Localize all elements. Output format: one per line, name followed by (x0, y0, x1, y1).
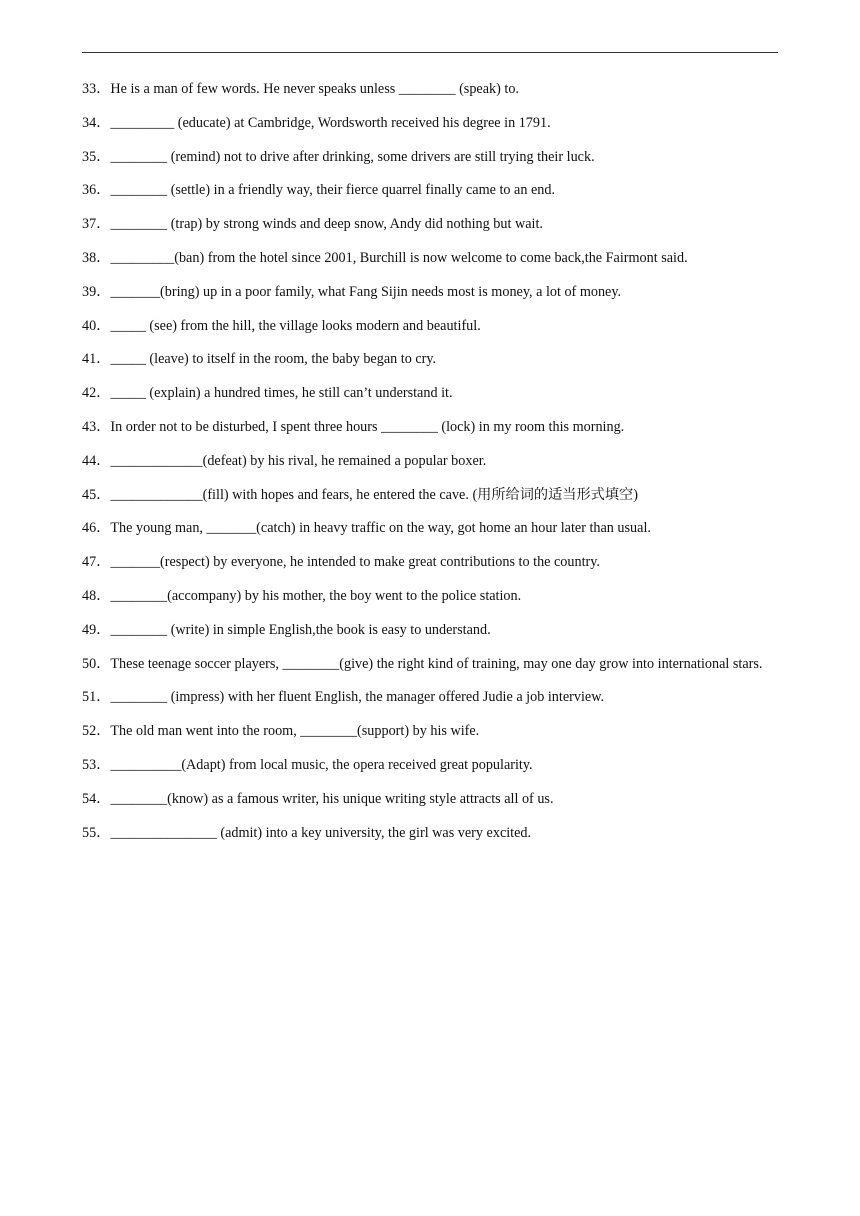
question-text: ________ (impress) with her fluent English, the manager offered Judie a job interview. (110, 689, 605, 706)
question-item (82, 445, 782, 479)
question-text: _____ (see) from the hill, the village looks modern and beautiful. (110, 317, 481, 334)
question-text: ________(accompany) by his mother, the boy went to the police station. (110, 587, 522, 604)
question-text: _____ (explain) a hundred times, he still can’t understand it. (110, 385, 453, 402)
question-number: 48． (82, 587, 111, 604)
question-item (82, 73, 782, 107)
question-text: _________(ban) from the hotel since 2001, Burchill is now welcome to come back,the Fairmont said. (110, 249, 688, 266)
question-item (82, 817, 782, 851)
question-text: In order not to be disturbed, I spent three hours ________ (lock) in my room this morning. (110, 418, 625, 435)
question-text: The young man, _______(catch) in heavy traffic on the way, got home an hour later than usual. (110, 520, 651, 537)
question-text: ________(know) as a famous writer, his unique writing style attracts all of us. (110, 790, 554, 807)
question-number: 34． (82, 114, 111, 131)
question-number: 49． (82, 621, 111, 638)
question-number: 37． (82, 216, 111, 233)
question-item (82, 411, 782, 445)
question-text: _______(respect) by everyone, he intended to make great contributions to the country. (110, 554, 600, 571)
question-number: 38． (82, 249, 111, 266)
question-number: 46． (82, 520, 111, 537)
header-rule (82, 52, 778, 53)
question-number: 35． (82, 148, 111, 165)
question-number: 52． (82, 723, 111, 740)
question-item (82, 715, 782, 749)
question-text: These teenage soccer players, ________(give) the right kind of training, may one day grow into international stars. (110, 655, 763, 672)
question-item (82, 377, 782, 411)
question-number: 42． (82, 385, 111, 402)
question-item (82, 580, 782, 614)
question-number: 47． (82, 554, 111, 571)
question-item (82, 512, 782, 546)
question-text: __________(Adapt) from local music, the opera received great popularity. (110, 756, 533, 773)
question-number: 45． (82, 486, 111, 503)
question-number: 55． (82, 824, 111, 841)
question-text: ________ (settle) in a friendly way, their fierce quarrel finally came to an end. (110, 182, 556, 199)
question-number: 39． (82, 283, 111, 300)
question-number: 51． (82, 689, 111, 706)
question-number: 41． (82, 351, 111, 368)
question-item (82, 174, 782, 208)
question-item (82, 242, 782, 276)
question-number: 53． (82, 756, 111, 773)
question-text: ________ (remind) not to drive after drinking, some drivers are still trying their luck. (110, 148, 595, 165)
question-text: The old man went into the room, ________(support) by his wife. (110, 723, 480, 740)
question-item (82, 479, 782, 513)
question-item (82, 107, 782, 141)
question-number: 43． (82, 418, 111, 435)
question-item (82, 310, 782, 344)
question-number: 50． (82, 655, 111, 672)
question-text: _____ (leave) to itself in the room, the baby began to cry. (110, 351, 437, 368)
question-item (82, 783, 782, 817)
question-item (82, 749, 782, 783)
question-item (82, 648, 782, 682)
question-item (82, 208, 782, 242)
question-item (82, 276, 782, 310)
question-item (82, 614, 782, 648)
question-text: ________ (trap) by strong winds and deep snow, Andy did nothing but wait. (110, 216, 543, 233)
question-text: _________ (educate) at Cambridge, Wordsworth received his degree in 1791. (110, 114, 551, 131)
question-number: 40． (82, 317, 111, 334)
question-text: _______(bring) up in a poor family, what Fang Sijin needs most is money, a lot of money. (110, 283, 622, 300)
question-item (82, 343, 782, 377)
question-text: _____________(fill) with hopes and fears, he entered the cave. (用所给词的适当形式填空) (110, 486, 638, 503)
question-list (82, 73, 782, 850)
question-item (82, 141, 782, 175)
question-item (82, 681, 782, 715)
question-number: 54． (82, 790, 111, 807)
question-text: _______________ (admit) into a key university, the girl was very excited. (110, 824, 532, 841)
question-item (82, 546, 782, 580)
question-number: 33． (82, 81, 111, 97)
question-text: He is a man of few words. He never speaks unless ________ (speak) to. (110, 81, 519, 97)
question-text: ________ (write) in simple English,the book is easy to understand. (110, 621, 491, 638)
question-text: _____________(defeat) by his rival, he remained a popular boxer. (110, 452, 487, 469)
question-number: 44． (82, 452, 111, 469)
question-number: 36． (82, 182, 111, 199)
